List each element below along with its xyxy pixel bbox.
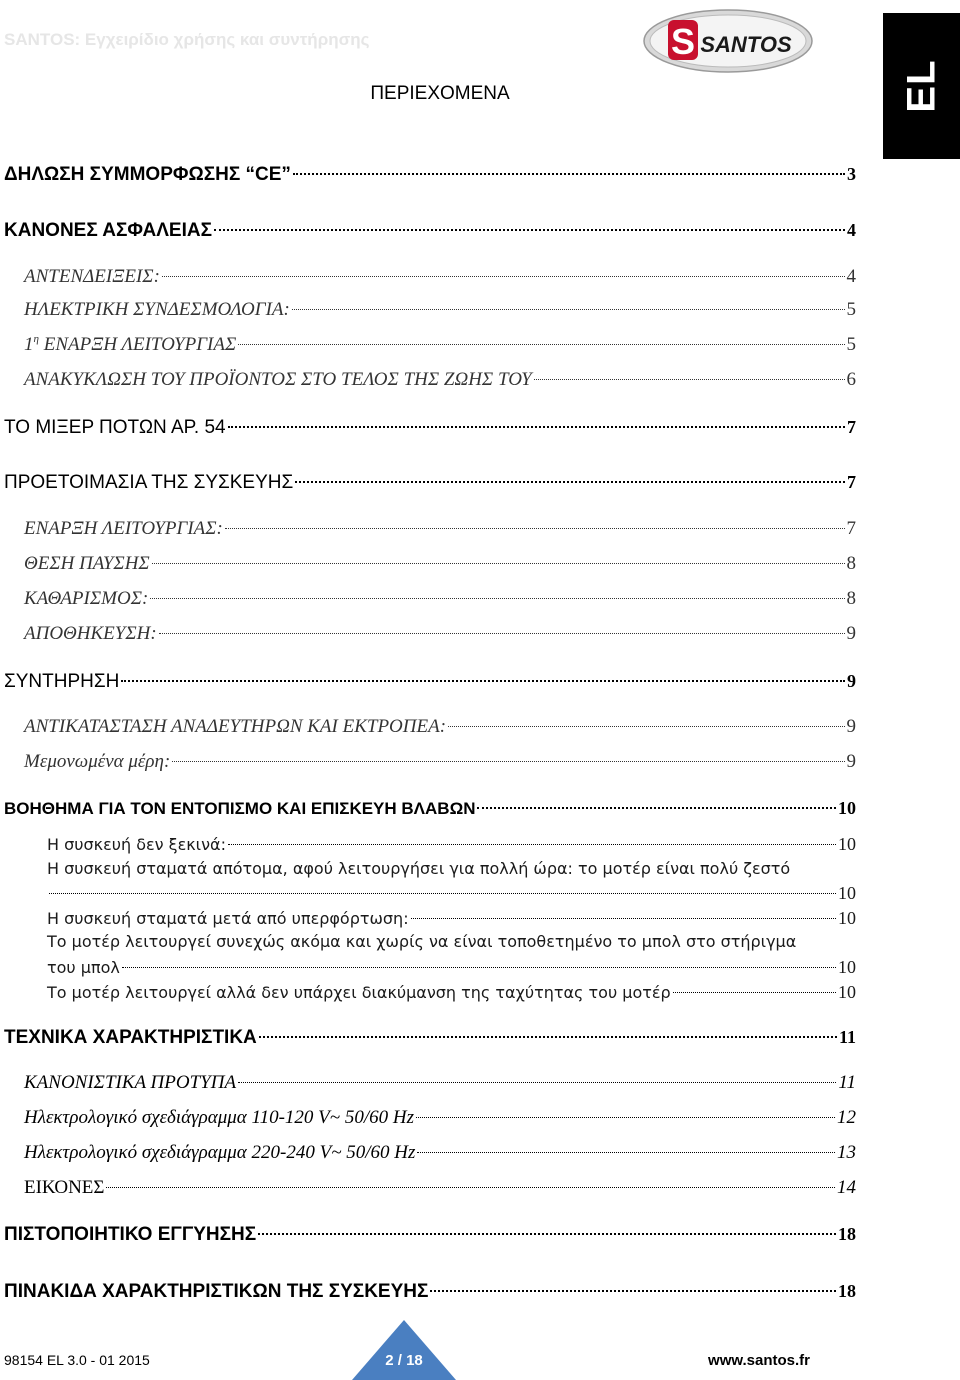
toc-entry-wrapped-text: Η συσκευή σταματά απότομα, αφού λειτουργήσει για πολλή ώρα: το μοτέρ είναι πολύ ζεστό xyxy=(47,859,791,878)
toc-entry[interactable]: ΤΕΧΝΙΚΑ ΧΑΡΑΚΤΗΡΙΣΤΙΚΑ 11 xyxy=(4,1027,856,1048)
website-link[interactable]: www.santos.fr xyxy=(708,1352,810,1369)
toc-entry[interactable]: ΤΟ ΜΙΞΕΡ ΠΟΤΩΝ ΑΡ. 54 7 xyxy=(4,417,856,438)
logo-text: SANTOS xyxy=(700,32,792,57)
toc-entry[interactable]: 10 xyxy=(47,881,856,905)
toc-entry[interactable]: ΑΝΤΕΝΔΕΙΞΕΙΣ: 4 xyxy=(24,266,856,287)
toc-entry[interactable]: ΠΡΟΕΤΟΙΜΑΣΙΑ ΤΗΣ ΣΥΣΚΕΥΗΣ 7 xyxy=(4,472,856,493)
toc-entry[interactable]: ΘΕΣΗ ΠΑΥΣΗΣ 8 xyxy=(24,553,856,574)
toc-entry-wrapped-text: Το μοτέρ λειτουργεί συνεχώς ακόμα και χωρίς να είναι τοποθετημένο το μπολ στο στήριγμα xyxy=(47,932,797,951)
toc-entry[interactable]: Η συσκευή σταματά μετά από υπερφόρτωση: 10 xyxy=(47,908,856,928)
header-title: SANTOS: Εγχειρίδιο χρήσης και συντήρησης xyxy=(4,30,370,49)
toc-entry[interactable]: ΔΗΛΩΣΗ ΣΥΜΜΟΡΦΩΣΗΣ “CE” 3 xyxy=(4,164,856,185)
language-tab-label: EL xyxy=(899,59,943,113)
toc-entry[interactable]: ΚΑΝΟΝΕΣ ΑΣΦΑΛΕΙΑΣ 4 xyxy=(4,220,856,241)
toc-entry[interactable]: ΣΥΝΤΗΡΗΣΗ 9 xyxy=(4,671,856,692)
toc-entry[interactable]: ΗΛΕΚΤΡΙΚΗ ΣΥΝΔΕΣΜΟΛΟΓΙΑ: 5 xyxy=(24,299,856,320)
toc-entry[interactable]: ΠΙΣΤΟΠΟΙΗΤΙΚΟ ΕΓΓΥΗΣΗΣ 18 xyxy=(4,1224,856,1245)
toc-entry[interactable]: ΠΙΝΑΚΙΔΑ ΧΑΡΑΚΤΗΡΙΣΤΙΚΩΝ ΤΗΣ ΣΥΣΚΕΥΗΣ 18 xyxy=(4,1281,856,1302)
toc-entry[interactable]: ΕΝΑΡΞΗ ΛΕΙΤΟΥΡΓΙΑΣ: 7 xyxy=(24,518,856,539)
language-tab xyxy=(883,13,960,159)
page-indicator-triangle xyxy=(352,1320,456,1380)
toc-entry[interactable]: Ηλεκτρολογικό σχεδιάγραμμα 220-240 V~ 50/60 Hz 13 xyxy=(24,1142,856,1163)
toc-entry[interactable]: Μεμονωμένα μέρη: 9 xyxy=(24,751,856,772)
toc-entry[interactable]: του μπολ 10 xyxy=(47,957,856,977)
document-reference: 98154 EL 3.0 - 01 2015 xyxy=(4,1352,150,1368)
toc-entry[interactable]: ΑΠΟΘΗΚΕΥΣΗ: 9 xyxy=(24,623,856,644)
toc-entry[interactable]: ΚΑΝΟΝΙΣΤΙΚΑ ΠΡΟΤΥΠΑ 11 xyxy=(24,1072,856,1093)
toc-entry[interactable]: ΑΝΑΚΥΚΛΩΣΗ ΤΟΥ ΠΡΟΪΟΝΤΟΣ ΣΤΟ ΤΕΛΟΣ ΤΗΣ ΖΩΗΣ ΤΟΥ 6 xyxy=(24,369,856,390)
toc-entry[interactable]: ΒΟΗΘΗΜΑ ΓΙΑ ΤΟΝ ΕΝΤΟΠΙΣΜΟ ΚΑΙ ΕΠΙΣΚΕΥΗ ΒΛΑΒΩΝ 10 xyxy=(4,798,856,818)
svg-text:S: S xyxy=(670,21,696,62)
toc-entry[interactable]: Η συσκευή δεν ξεκινά: 10 xyxy=(47,834,856,854)
toc-entry[interactable]: ΚΑΘΑΡΙΣΜΟΣ: 8 xyxy=(24,588,856,609)
toc-entry[interactable]: Ηλεκτρολογικό σχεδιάγραμμα 110-120 V~ 50/60 Hz 12 xyxy=(24,1107,856,1128)
toc-entry[interactable]: $1^\eta$ ΕΝΑΡΞΗ ΛΕΙΤΟΥΡΓΙΑΣ 5 xyxy=(24,333,856,355)
toc-entry[interactable]: ΕΙΚΟΝΕΣ 14 xyxy=(24,1177,856,1198)
page-number: 2 / 18 xyxy=(385,1352,423,1369)
toc-entry[interactable]: Το μοτέρ λειτουργεί αλλά δεν υπάρχει διακύμανση της ταχύτητας του μοτέρ 10 xyxy=(47,982,856,1002)
toc-heading: ΠΕΡΙΕΧΟΜΕΝΑ xyxy=(370,83,510,104)
toc-entry[interactable]: ΑΝΤΙΚΑΤΑΣΤΑΣΗ ΑΝΑΔΕΥΤΗΡΩΝ ΚΑΙ ΕΚΤΡΟΠΕΑ: 9 xyxy=(24,716,856,737)
